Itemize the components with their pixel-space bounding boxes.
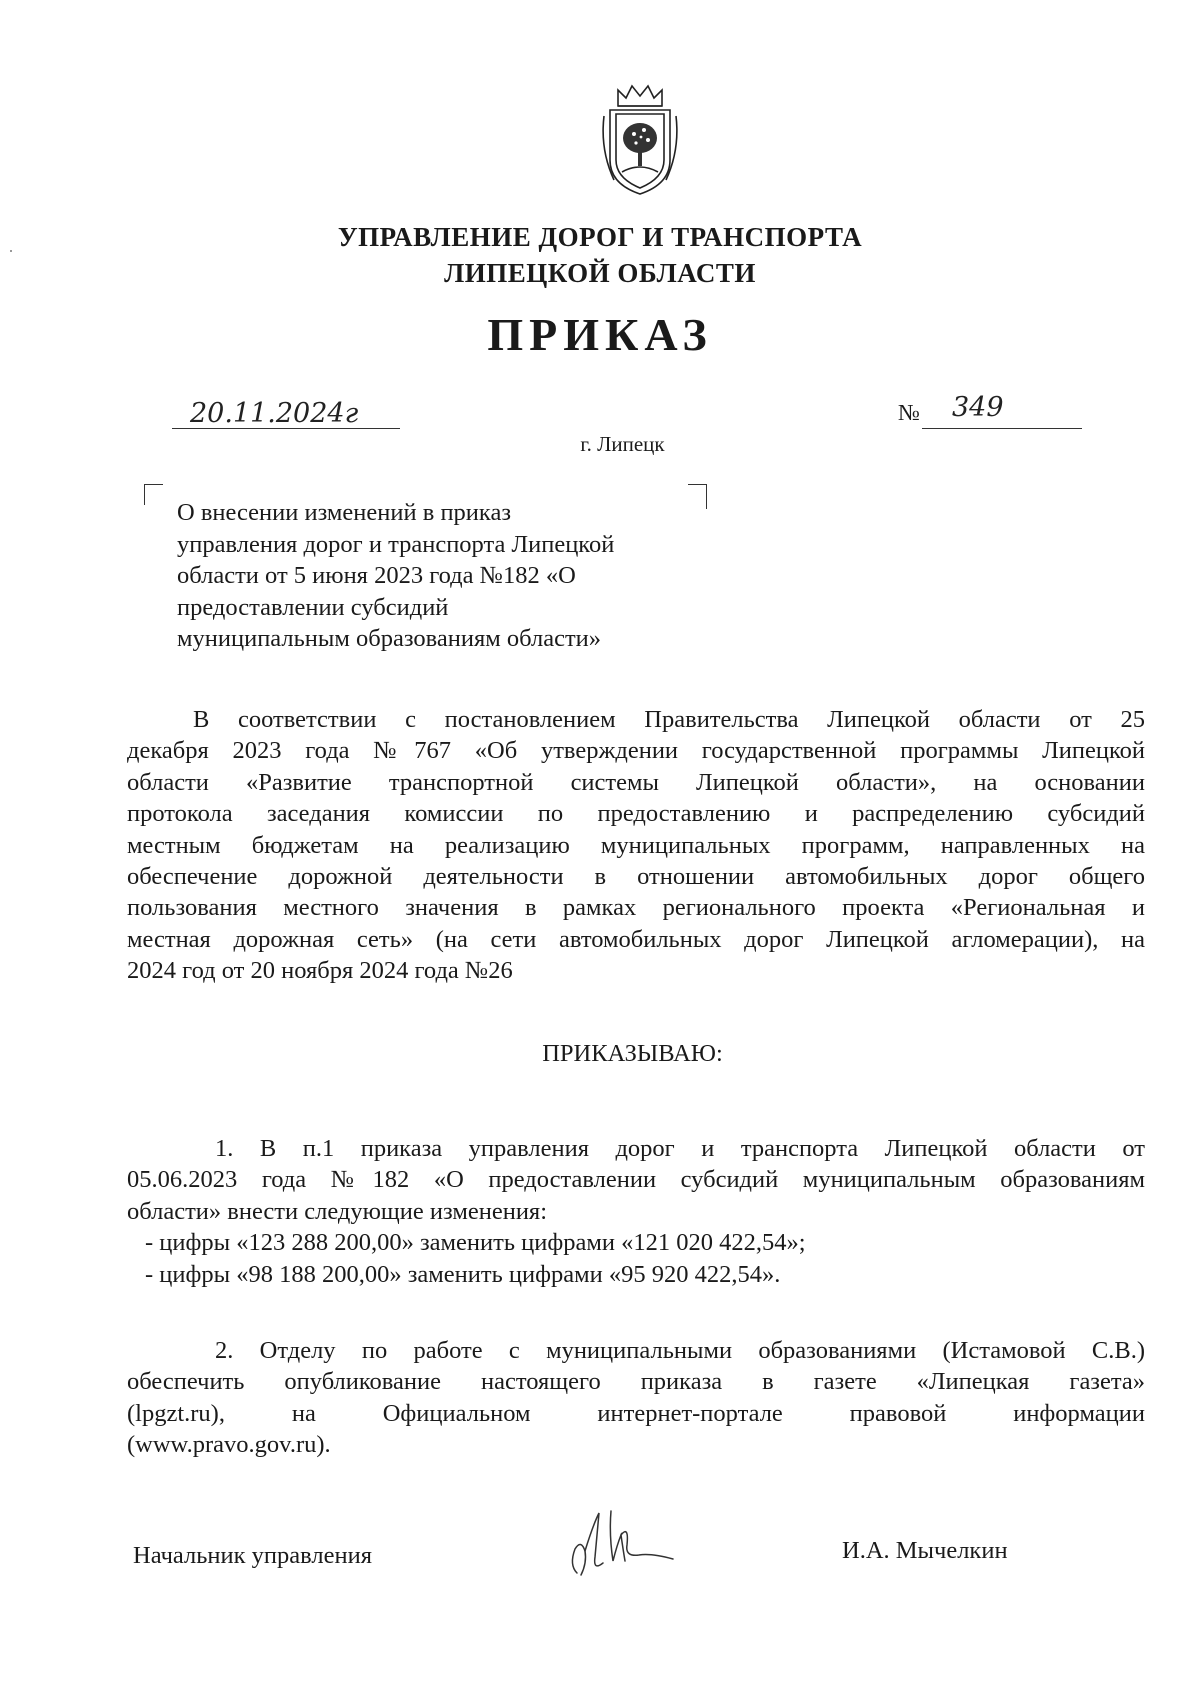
- text-line: 2. Отделу по работе с муниципальными образованиями (Истамовой С.В.): [215, 1337, 1145, 1364]
- text-line: местным бюджетам на реализацию муниципальных программ, направленных на: [127, 831, 1145, 859]
- order-item-2: [127, 1335, 1145, 1461]
- text-line: 05.06.2023 года №182 «О предоставлении субсидий муниципальным образованиям: [127, 1166, 1145, 1194]
- subject-bracket-left: [144, 484, 163, 505]
- document-date: 20.11.2024г: [190, 398, 359, 429]
- document-type-title: ПРИКАЗ: [487, 309, 713, 360]
- subject-line: управления дорог и транспорта Липецкой: [177, 530, 615, 558]
- subject-line: предоставлении субсидий: [177, 593, 449, 621]
- text-line: 2024 год от 20 ноября 2024 года №26: [127, 957, 513, 985]
- signatory-position: Начальник управления: [133, 1542, 372, 1569]
- number-label: №: [898, 400, 920, 425]
- text-line: местная дорожная сеть» (на сети автомобильных дорог Липецкой агломерации), на: [127, 925, 1145, 953]
- document-number: 349: [952, 392, 1004, 423]
- coat-of-arms-icon: [596, 80, 684, 200]
- text-line: области» внести следующие изменения:: [127, 1197, 548, 1225]
- order-item-1: [127, 1133, 1145, 1290]
- text-line: - цифры «98 188 200,00» заменить цифрами «95 920 422,54».: [145, 1260, 781, 1288]
- organization-name-line1: УПРАВЛЕНИЕ ДОРОГ И ТРАНСПОРТА: [337, 222, 863, 252]
- subject-line: области от 5 июня 2023 года №182 «О: [177, 562, 576, 590]
- text-line: области «Развитие транспортной системы Липецкой области», на основании: [127, 768, 1145, 796]
- orders-heading: ПРИКАЗЫВАЮ:: [542, 1040, 723, 1067]
- signatory-name: И.А. Мычелкин: [842, 1537, 1008, 1564]
- subject-line: муниципальным образованиям области»: [177, 625, 602, 653]
- subject-line: О внесении изменений в приказ: [177, 499, 512, 526]
- text-line: (www.pravo.gov.ru).: [127, 1431, 331, 1459]
- organization-name-line2: ЛИПЕЦКОЙ ОБЛАСТИ: [444, 258, 756, 288]
- document-subject: [177, 497, 717, 655]
- text-line: - цифры «123 288 200,00» заменить цифрами «121 020 422,54»;: [145, 1229, 806, 1257]
- preamble-paragraph: [127, 704, 1145, 987]
- text-line: В соответствии с постановлением Правительства Липецкой области от 25: [193, 706, 1145, 733]
- date-underline: [172, 428, 400, 429]
- text-line: обеспечение дорожной деятельности в отношении автомобильных дорог общего: [127, 863, 1145, 891]
- text-line: пользования местного значения в рамках регионального проекта «Региональная и: [127, 894, 1145, 922]
- city: г. Липецк: [580, 432, 665, 456]
- text-line: протокола заседания комиссии по предоставлению и распределению субсидий: [127, 800, 1145, 828]
- number-underline: [922, 428, 1082, 429]
- text-line: декабря 2023 года №767 «Об утверждении государственной программы Липецкой: [127, 737, 1145, 765]
- text-line: 1. В п.1 приказа управления дорог и транспорта Липецкой области от: [215, 1135, 1145, 1162]
- text-line: (lpgzt.ru), на Официальном интернет-портале правовой информации: [127, 1399, 1145, 1427]
- handwritten-signature: [563, 1505, 683, 1583]
- text-line: обеспечить опубликование настоящего приказа в газете «Липецкая газета»: [127, 1368, 1145, 1396]
